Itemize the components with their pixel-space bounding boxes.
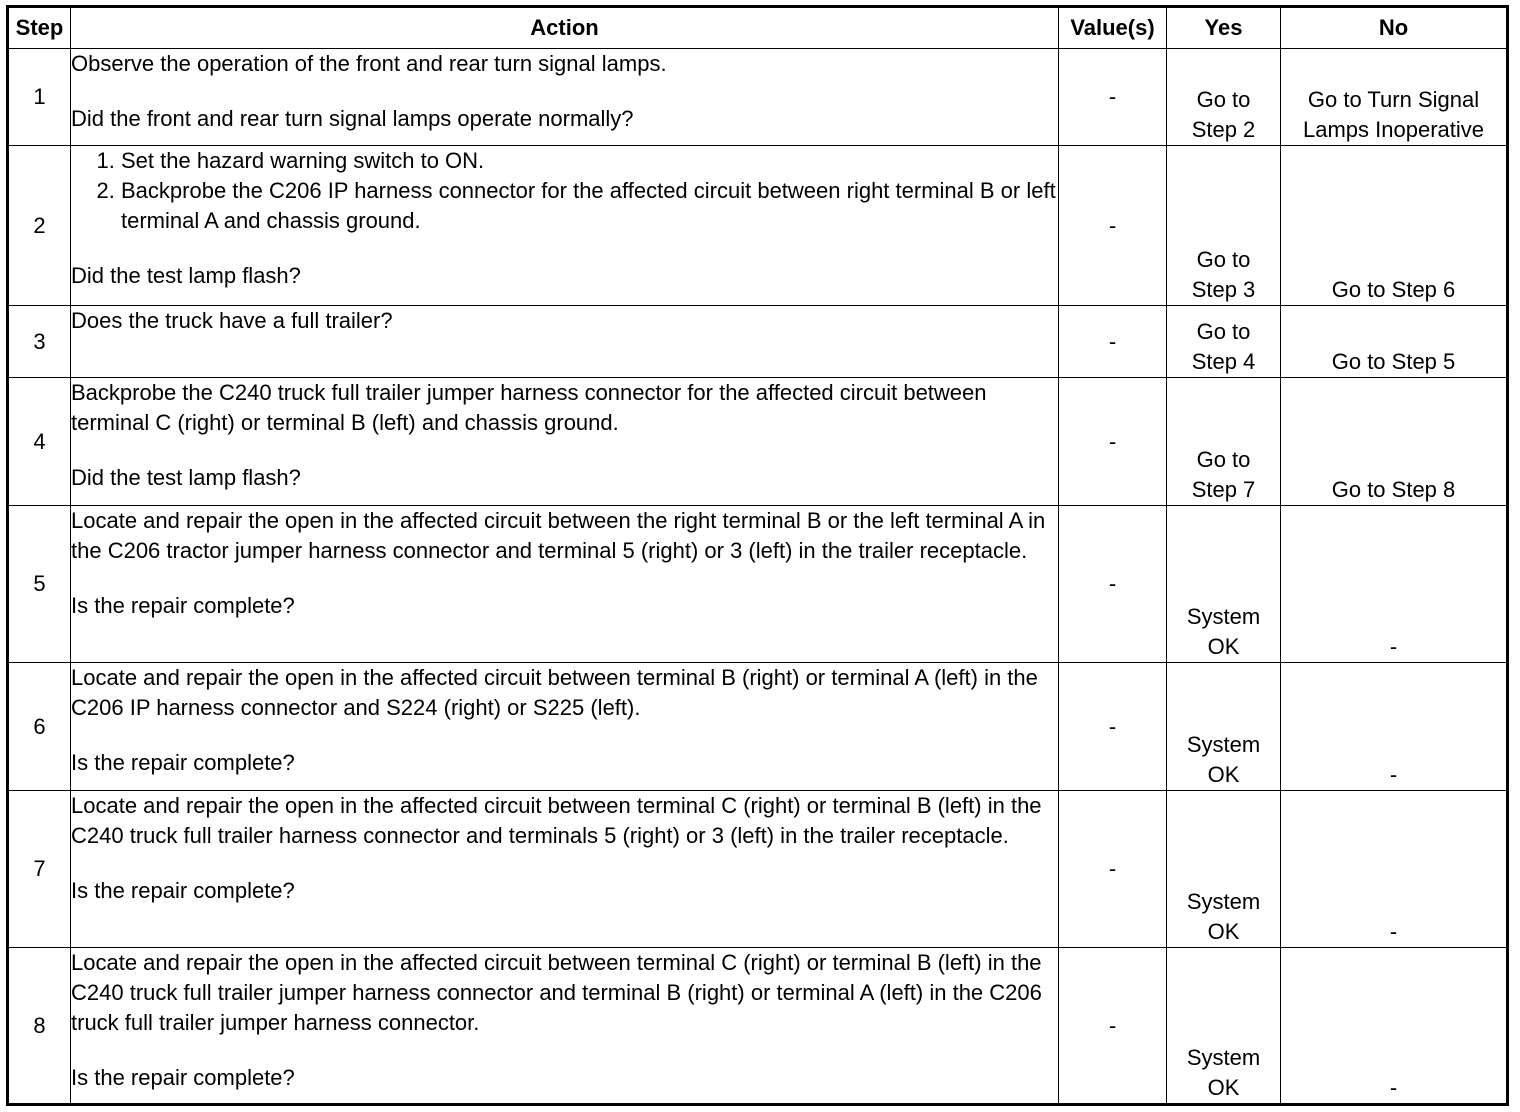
yes-text-line: OK <box>1207 762 1240 787</box>
step-number: 1 <box>8 49 71 146</box>
no-text-line: Go to Step 8 <box>1331 477 1456 502</box>
table-row <box>8 506 1508 663</box>
step-number: 6 <box>8 663 71 791</box>
table-row <box>8 663 1508 791</box>
yes-text-line: Go to <box>1196 247 1251 272</box>
action-text: Observe the operation of the front and rear turn signal lamps. <box>71 51 667 76</box>
yes-text-line: OK <box>1207 919 1240 944</box>
diagnostic-table <box>6 5 1509 1106</box>
question-text: Is the repair complete? <box>71 593 295 618</box>
substep-item: 2. Backprobe the C206 IP harness connector for the affected circuit between right terminal B or left terminal A and chassis ground. <box>121 176 1058 236</box>
no-text-line: - <box>1389 762 1398 787</box>
yes-text-line: Step 4 <box>1191 349 1256 374</box>
no-cell <box>1281 948 1508 1105</box>
action-cell <box>71 948 1059 1105</box>
action-cell <box>71 791 1059 948</box>
yes-text-line: System <box>1186 1045 1261 1070</box>
action-text: Does the truck have a full trailer? <box>71 308 393 333</box>
substep-item: 1. Set the hazard warning switch to ON. <box>121 146 1058 176</box>
action-cell <box>71 146 1059 306</box>
yes-cell <box>1167 146 1281 306</box>
yes-cell <box>1167 948 1281 1105</box>
yes-cell <box>1167 49 1281 146</box>
yes-cell <box>1167 791 1281 948</box>
value-cell: - <box>1059 49 1167 146</box>
no-cell <box>1281 663 1508 791</box>
yes-text-line: System <box>1186 604 1261 629</box>
no-cell <box>1281 378 1508 506</box>
yes-text-line: Go to <box>1196 447 1251 472</box>
yes-cell <box>1167 378 1281 506</box>
no-cell <box>1281 306 1508 378</box>
no-text-line: - <box>1389 634 1398 659</box>
no-cell <box>1281 146 1508 306</box>
question-text: Did the test lamp flash? <box>71 465 301 490</box>
action-text: Locate and repair the open in the affected circuit between terminal B (right) or terminal A (left) in the C206 IP harness connector and S224 (right) or S225 (left). <box>71 665 1038 720</box>
table-row <box>8 378 1508 506</box>
step-number: 4 <box>8 378 71 506</box>
table-row <box>8 49 1508 146</box>
no-text-line: - <box>1389 1075 1398 1100</box>
step-number: 2 <box>8 146 71 306</box>
value-cell: - <box>1059 306 1167 378</box>
header-yes: Yes <box>1167 7 1281 49</box>
header-action: Action <box>71 7 1059 49</box>
yes-cell <box>1167 663 1281 791</box>
question-text: Is the repair complete? <box>71 878 295 903</box>
table-row <box>8 306 1508 378</box>
header-values: Value(s) <box>1059 7 1167 49</box>
action-cell <box>71 378 1059 506</box>
yes-text-line: Step 2 <box>1191 117 1256 142</box>
yes-text-line: Step 7 <box>1191 477 1256 502</box>
value-cell: - <box>1059 948 1167 1105</box>
yes-text-line: System <box>1186 732 1261 757</box>
question-text: Did the front and rear turn signal lamps operate normally? <box>71 106 634 131</box>
action-text: Backprobe the C240 truck full trailer jumper harness connector for the affected circuit between terminal C (right) or terminal B (left) and chassis ground. <box>71 380 987 435</box>
yes-text-line: System <box>1186 889 1261 914</box>
header-step: Step <box>8 7 71 49</box>
value-cell: - <box>1059 506 1167 663</box>
action-cell <box>71 306 1059 378</box>
yes-text-line: Step 3 <box>1191 277 1256 302</box>
value-cell: - <box>1059 146 1167 306</box>
no-text-line: Go to Step 5 <box>1331 349 1456 374</box>
header-row <box>8 7 1508 49</box>
no-cell <box>1281 791 1508 948</box>
yes-text-line: Go to <box>1196 319 1251 344</box>
question-text: Is the repair complete? <box>71 1065 295 1090</box>
no-text-line: Go to Turn Signal <box>1307 87 1480 112</box>
value-cell: - <box>1059 791 1167 948</box>
action-text: Locate and repair the open in the affected circuit between the right terminal B or the left terminal A in the C206 tractor jumper harness connector and terminal 5 (right) or 3 (left) in the trailer receptacle. <box>71 508 1046 563</box>
value-cell: - <box>1059 378 1167 506</box>
step-number: 7 <box>8 791 71 948</box>
table-row <box>8 146 1508 306</box>
step-number: 3 <box>8 306 71 378</box>
action-cell <box>71 663 1059 791</box>
action-text: Locate and repair the open in the affected circuit between terminal C (right) or terminal B (left) in the C240 truck full trailer jumper harness connector and terminal B (right) or terminal A (left) in the C206 truck full trailer jumper harness connector. <box>71 950 1042 1035</box>
action-text: Locate and repair the open in the affected circuit between terminal C (right) or terminal B (left) in the C240 truck full trailer harness connector and terminals 5 (right) or 3 (left) in the trailer receptacle. <box>71 793 1042 848</box>
action-cell <box>71 506 1059 663</box>
no-text-line: - <box>1389 919 1398 944</box>
question-text: Is the repair complete? <box>71 750 295 775</box>
yes-cell <box>1167 306 1281 378</box>
step-number: 5 <box>8 506 71 663</box>
no-text-line: Lamps Inoperative <box>1303 117 1484 142</box>
question-text: Did the test lamp flash? <box>71 263 301 288</box>
step-number: 8 <box>8 948 71 1105</box>
no-text-line: Go to Step 6 <box>1331 277 1456 302</box>
header-no: No <box>1281 7 1508 49</box>
yes-text-line: Go to <box>1196 87 1251 112</box>
table-row <box>8 948 1508 1105</box>
yes-cell <box>1167 506 1281 663</box>
no-cell <box>1281 49 1508 146</box>
yes-text-line: OK <box>1207 1075 1240 1100</box>
action-cell <box>71 49 1059 146</box>
table-row <box>8 791 1508 948</box>
substep-list <box>71 146 1058 236</box>
no-cell <box>1281 506 1508 663</box>
value-cell: - <box>1059 663 1167 791</box>
yes-text-line: OK <box>1207 634 1240 659</box>
